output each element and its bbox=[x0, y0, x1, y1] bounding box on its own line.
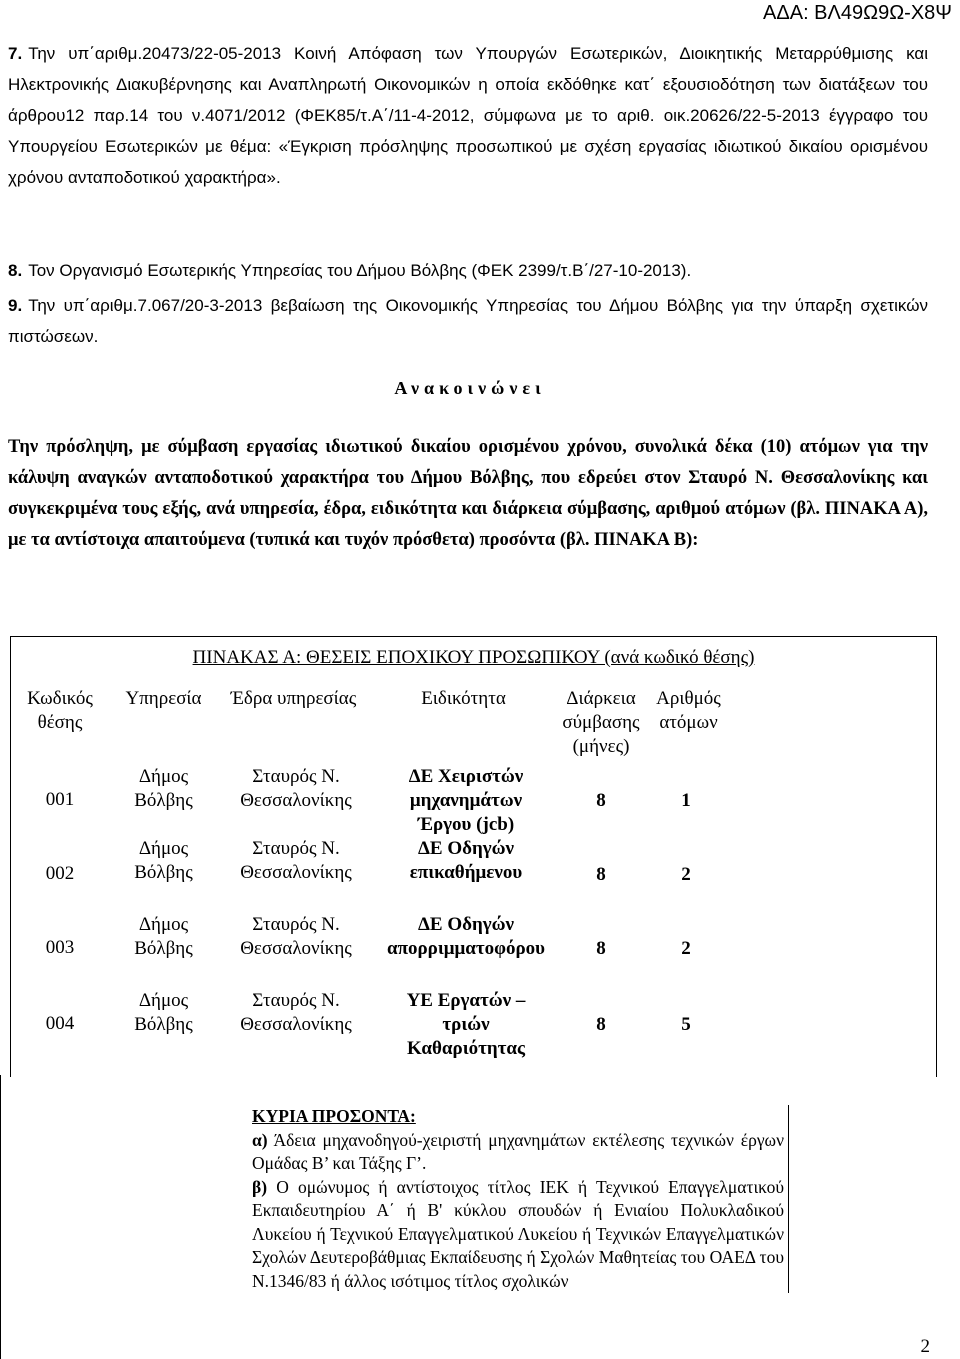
requirement-a-text: Άδεια μηχανοδηγού-χειριστή μηχανημάτων εκτέλεσης τεχνικών έργων Ομάδας Β’ και Τάξης Γ’. bbox=[252, 1129, 784, 1173]
cell-specialty: ΥΕ Εργατών – τριών Καθαριότητας bbox=[406, 990, 526, 1059]
cell-specialty: ΔΕ Χειριστών μηχανημάτων Έργου (jcb) bbox=[408, 766, 524, 835]
ada-code: ΑΔΑ: ΒΛ49Ω9Ω-Χ8Ψ bbox=[763, 2, 952, 24]
header-code: Κωδικός θέσης bbox=[27, 688, 93, 733]
header-count: Αριθμός ατόμων bbox=[656, 688, 721, 733]
page-number: 2 bbox=[920, 1336, 930, 1357]
item-text: Την υπ΄αριθμ.20473/22-05-2013 Κοινή Απόφαση των Υπουργών Εσωτερικών, Διοικητικής Μεταρρύθμισης και Ηλεκτρονικής Διακυβέρνησης και Αναπληρωτή Οικονομικών η οποία εκδόθηκε κατ΄ εξουσιοδότηση των διατάξεων του άρθρου12 παρ.14 του ν.4071/2012 (ΦΕΚ85/τ.Α΄/11-4-2012, σύμφωνα με το αριθ. οικ.20626/22-5-2013 έγγραφο του Υπουργείου Εσωτερικών με θέμα: «Έγκριση πρόσληψης προσωπικού με σχέση εργασίας ιδιωτικού δικαίου ορισμένου χρόνου ανταποδοτικού χαρακτήρα». bbox=[8, 44, 928, 187]
requirement-b-text: Ο ομώνυμος ή αντίστοιχος τίτλος ΙΕΚ ή Τεχνικού Επαγγελματικού Εκπαιδευτηρίου Α΄ ή Β' κύκλου σπουδών ή Ενιαίου Πολυκλαδικού Λυκείου ή Τεχνικού Επαγγελματικού Λυκείου ή Τεχνικών Επαγγελματικών Σχολών Δευτεροβάθμιας Εκπαίδευσης ή Σχολών Μαθητείας του ΟΑΕΔ του Ν.1346/83 ή άλλος ισότιμος τίτλος σχολικών bbox=[252, 1176, 784, 1291]
announcement-heading: Ανακοινώνει bbox=[394, 378, 546, 398]
cell-seat: Σταυρός Ν. Θεσσαλονίκης bbox=[240, 766, 352, 811]
cell-specialty: ΔΕ Οδηγών επικαθήμενου bbox=[409, 838, 523, 883]
item-number: 7. bbox=[8, 44, 23, 63]
cell-seat: Σταυρός Ν. Θεσσαλονίκης bbox=[240, 838, 352, 883]
cell-code: 003 bbox=[45, 937, 75, 958]
list-item-8 bbox=[8, 255, 928, 286]
cell-duration: 8 bbox=[596, 938, 606, 959]
list-item-9 bbox=[8, 290, 928, 352]
item-text: Τον Οργανισμό Εσωτερικής Υπηρεσίας του Δήμου Βόλβης (ΦΕΚ 2399/τ.Β΄/27-10-2013). bbox=[28, 261, 692, 280]
cell-duration: 8 bbox=[596, 790, 606, 811]
header-duration: Διάρκεια σύμβασης (μήνες) bbox=[562, 688, 640, 757]
cell-service: Δήμος Βόλβης bbox=[134, 838, 193, 883]
item-text: Την υπ΄αριθμ.7.067/20-3-2013 βεβαίωση της Οικονομικής Υπηρεσίας του Δήμου Βόλβης για την ύπαρξη σχετικών πιστώσεων. bbox=[8, 296, 928, 346]
cell-count: 2 bbox=[681, 864, 691, 885]
header-service: Υπηρεσία bbox=[125, 688, 202, 709]
cell-code: 004 bbox=[45, 1013, 75, 1034]
announcement-paragraph: Την πρόσληψη, με σύμβαση εργασίας ιδιωτικού δικαίου ορισμένου χρόνου, συνολικά δέκα (10) ατόμων για την κάλυψη αναγκών ανταποδοτικού χαρακτήρα του Δήμου Βόλβης, που εδρεύει στον Σταυρό Ν. Θεσσαλονίκης και συγκεκριμένα τους εξής, ανά υπηρεσία, έδρα, ειδικότητα και διάρκεια σύμβασης, αριθμού ατόμων (βλ. ΠΙΝΑΚΑ Α), με τα αντίστοιχα απαιτούμενα (τυπικά και τυχόν πρόσθετα) προσόντα (βλ. ΠΙΝΑΚΑ Β): bbox=[8, 437, 928, 550]
cell-count: 5 bbox=[681, 1014, 691, 1035]
cell-duration: 8 bbox=[596, 1014, 606, 1035]
announcement-text bbox=[8, 432, 928, 556]
cell-specialty: ΔΕ Οδηγών απορριμματοφόρου bbox=[386, 914, 546, 959]
cell-count: 1 bbox=[681, 790, 691, 811]
cell-code: 001 bbox=[45, 789, 75, 810]
cell-code: 002 bbox=[45, 863, 75, 884]
cell-service: Δήμος Βόλβης bbox=[134, 766, 193, 811]
requirements-title: ΚΥΡΙΑ ΠΡΟΣΟΝΤΑ: bbox=[252, 1106, 416, 1126]
item-number: 8. bbox=[8, 261, 23, 280]
requirement-a-label: α) bbox=[252, 1129, 268, 1150]
cell-count: 2 bbox=[681, 938, 691, 959]
header-seat: Έδρα υπηρεσίας bbox=[230, 688, 357, 709]
cell-duration: 8 bbox=[596, 864, 606, 885]
item-number: 9. bbox=[8, 296, 23, 315]
cell-service: Δήμος Βόλβης bbox=[134, 990, 193, 1035]
cell-seat: Σταυρός Ν. Θεσσαλονίκης bbox=[240, 914, 352, 959]
positions-table bbox=[10, 636, 937, 1077]
cell-service: Δήμος Βόλβης bbox=[134, 914, 193, 959]
requirements-block bbox=[252, 1105, 789, 1293]
requirement-b-label: β) bbox=[252, 1176, 268, 1197]
header-specialty: Ειδικότητα bbox=[421, 688, 506, 709]
list-item-7 bbox=[8, 38, 928, 193]
table-title: ΠΙΝΑΚΑΣ Α: ΘΕΣΕΙΣ ΕΠΟΧΙΚΟΥ ΠΡΟΣΩΠΙΚΟΥ (ανά κωδικό θέσης) bbox=[192, 647, 755, 668]
cell-seat: Σταυρός Ν. Θεσσαλονίκης bbox=[240, 990, 352, 1035]
